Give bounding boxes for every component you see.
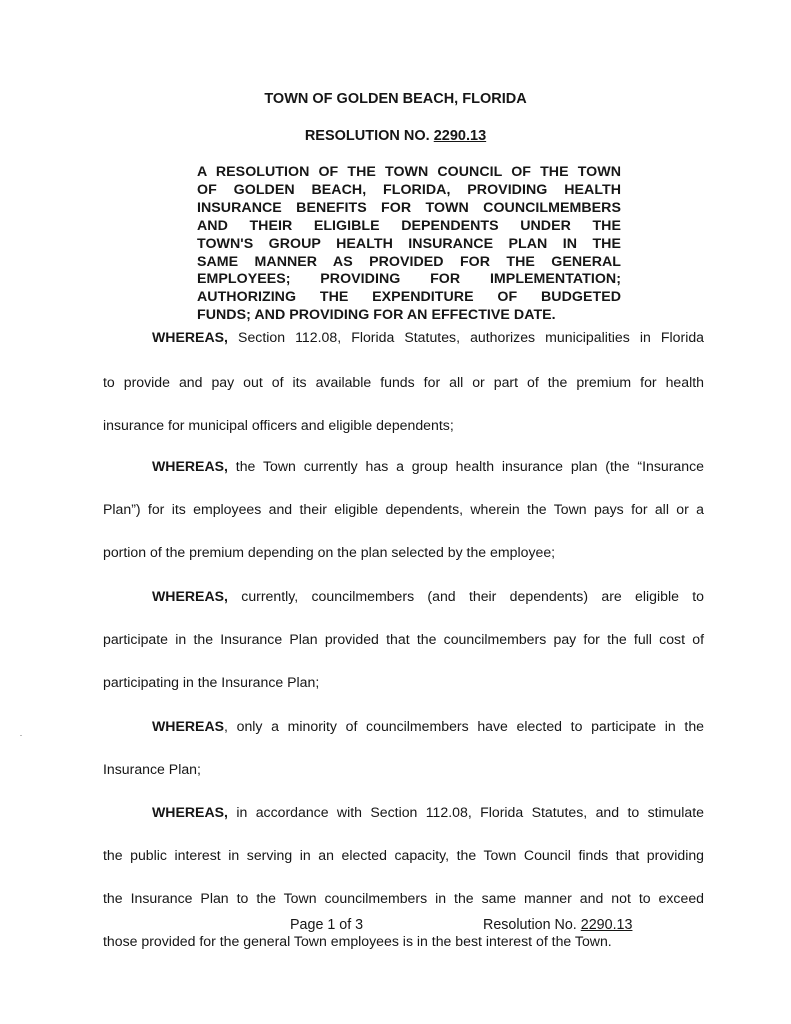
footer-resolution	[483, 917, 632, 933]
whereas-keyword: WHEREAS,	[152, 804, 228, 820]
footer-page-number: Page 1 of 3	[290, 917, 364, 933]
title-line: EMPLOYEES; PROVIDING FOR IMPLEMENTATION;	[197, 271, 621, 288]
whereas-2-line	[152, 458, 704, 474]
title-line: INSURANCE BENEFITS FOR TOWN COUNCILMEMBERS	[197, 199, 621, 216]
footer-resolution-prefix: Resolution No.	[483, 917, 577, 933]
whereas-keyword: WHEREAS,	[152, 588, 228, 604]
whereas-1-line: insurance for municipal officers and eligible dependents;	[103, 417, 454, 433]
clause-text: , only a minority of councilmembers have elected to participate in the	[224, 718, 704, 734]
title-line: SAME MANNER AS PROVIDED FOR THE GENERAL	[197, 253, 621, 270]
whereas-1-line: to provide and pay out of its available funds for all or part of the premium for health	[103, 374, 704, 390]
whereas-keyword: WHEREAS,	[152, 458, 228, 474]
title-line: FUNDS; AND PROVIDING FOR AN EFFECTIVE DATE.	[197, 307, 556, 324]
resolution-prefix: RESOLUTION NO.	[304, 128, 430, 144]
whereas-keyword: WHEREAS,	[152, 329, 228, 345]
resolution-title	[197, 164, 621, 325]
whereas-4-line	[152, 718, 704, 734]
clause-text: currently, councilmembers (and their dependents) are eligible to	[227, 588, 704, 604]
footer-resolution-number: 2290.13	[580, 917, 633, 933]
resolution-number: 2290.13	[433, 128, 487, 144]
clause-text: the Town currently has a group health insurance plan (the “Insurance	[227, 458, 704, 474]
clause-text: in accordance with Section 112.08, Florida Statutes, and to stimulate	[227, 804, 704, 820]
scan-speck	[20, 735, 22, 736]
whereas-5-line	[152, 804, 704, 820]
whereas-keyword: WHEREAS	[152, 718, 225, 734]
whereas-3-line	[152, 588, 704, 604]
whereas-2-line: portion of the premium depending on the plan selected by the employee;	[103, 544, 556, 560]
whereas-2-line: Plan”) for its employees and their eligible dependents, wherein the Town pays for all or a	[103, 501, 704, 517]
whereas-5-line: the Insurance Plan to the Town councilmembers in the same manner and not to exceed	[103, 890, 704, 906]
whereas-4-line: Insurance Plan;	[103, 761, 201, 777]
whereas-3-line: participating in the Insurance Plan;	[103, 674, 320, 690]
whereas-5-line: those provided for the general Town employees is in the best interest of the Town.	[103, 933, 612, 949]
town-heading: TOWN OF GOLDEN BEACH, FLORIDA	[264, 91, 527, 107]
title-line: TOWN'S GROUP HEALTH INSURANCE PLAN IN THE	[197, 235, 621, 252]
whereas-3-line: participate in the Insurance Plan provided that the councilmembers pay for the full cost of	[103, 631, 704, 647]
whereas-1-line	[152, 329, 704, 345]
clause-text: Section 112.08, Florida Statutes, authorizes municipalities in Florida	[227, 329, 704, 345]
title-line: A RESOLUTION OF THE TOWN COUNCIL OF THE TOWN	[197, 164, 621, 180]
title-line: OF GOLDEN BEACH, FLORIDA, PROVIDING HEALTH	[197, 181, 621, 198]
title-line: AND THEIR ELIGIBLE DEPENDENTS UNDER THE	[197, 217, 621, 234]
resolution-heading	[0, 128, 791, 144]
whereas-5-line: the public interest in serving in an elected capacity, the Town Council finds that providing	[103, 847, 704, 863]
title-line: AUTHORIZING THE EXPENDITURE OF BUDGETED	[197, 289, 621, 306]
